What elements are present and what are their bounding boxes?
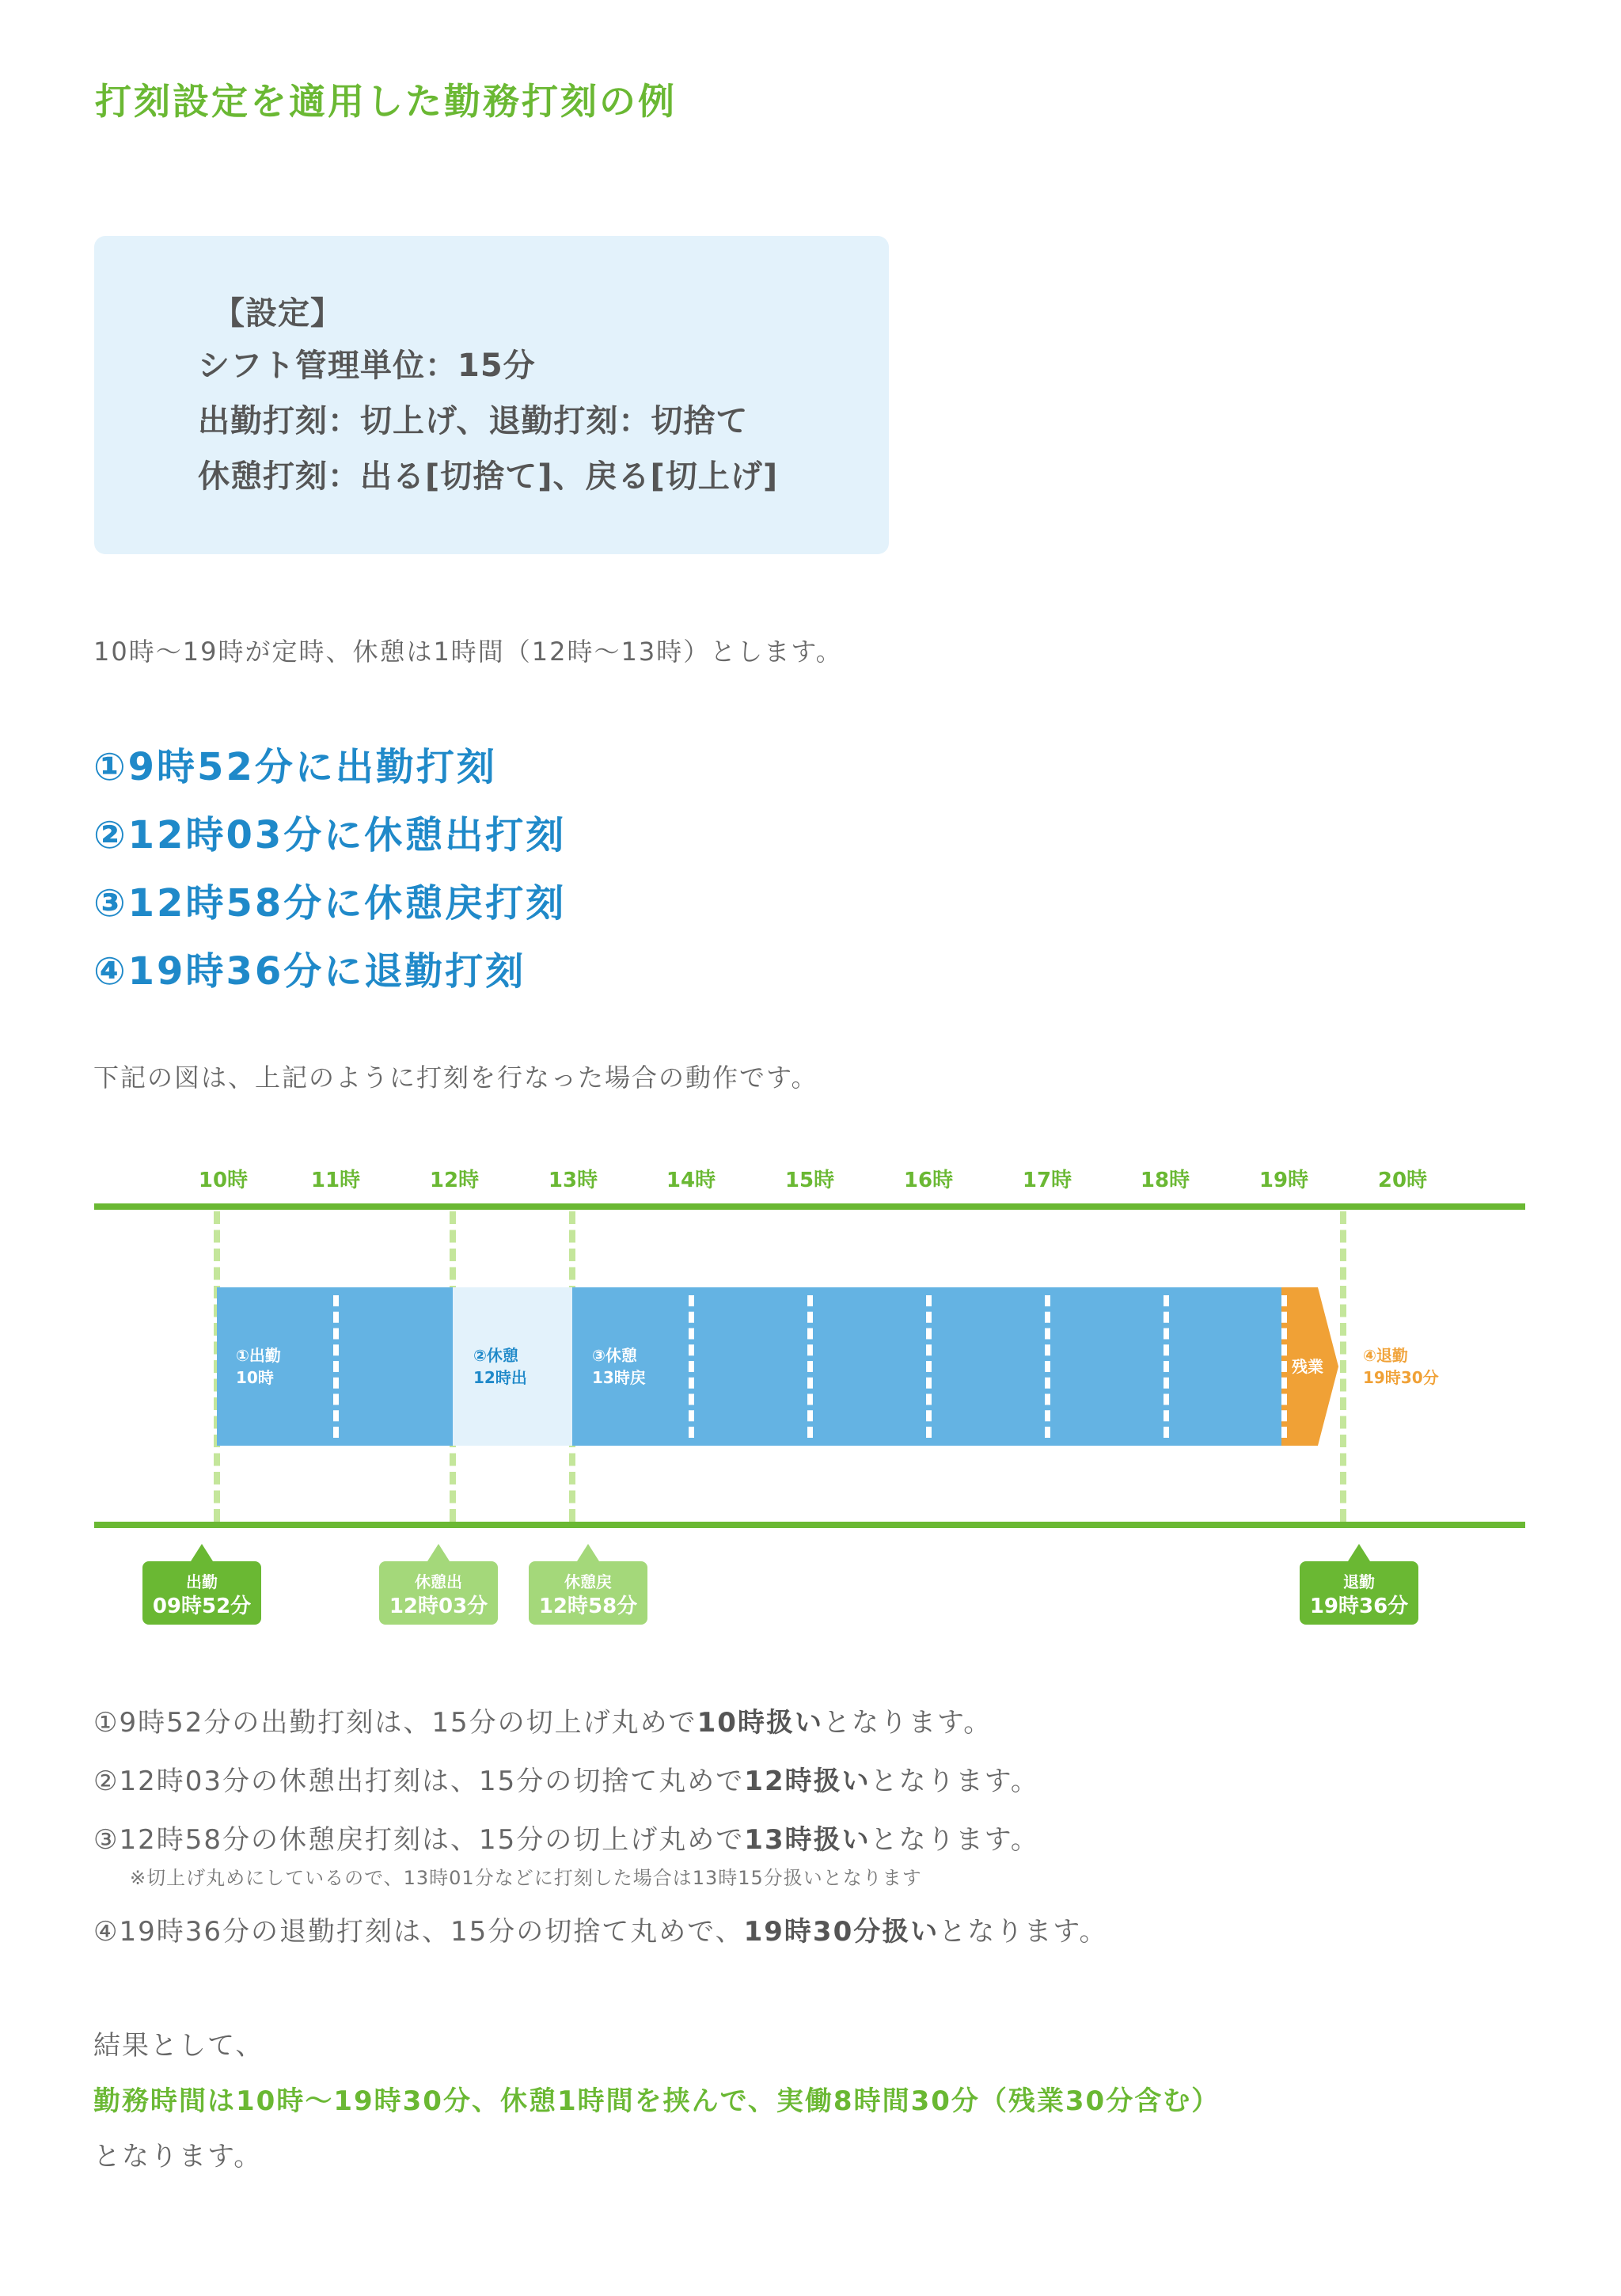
rounding-note: ※切上げ丸めにしているので、13時01分などに打刻した場合は13時15分扱いとなります <box>130 1867 922 1889</box>
explanation-break-out: ②12時03分の休憩出打刻は、15分の切捨て丸めで12時扱いとなります。 <box>93 1766 1039 1797</box>
bar-label-start: ①出勤 10時 <box>236 1346 281 1387</box>
explanation-clock-in: ①9時52分の出勤打刻は、15分の切上げ丸めで10時扱いとなります。 <box>93 1707 993 1739</box>
timeline-top-line <box>94 1203 1525 1210</box>
step-break-out: ②12時03分に休憩出打刻 <box>93 813 567 857</box>
result-summary: 勤務時間は10時〜19時30分、休憩1時間を挟んで、実働8時間30分（残業30分含む） <box>93 2085 1220 2117</box>
schedule-text: 10時〜19時が定時、休憩は1時間（12時〜13時）とします。 <box>93 637 843 667</box>
hour-separator <box>807 1295 813 1438</box>
marker-clock-out <box>1340 1211 1346 1522</box>
bar-label-break-in: ③休憩 13時戻 <box>592 1346 646 1387</box>
callout-break-out: 休憩出 12時03分 <box>379 1561 498 1625</box>
bar-label-overtime: 残業 <box>1292 1357 1323 1376</box>
hour-separator <box>1281 1295 1287 1438</box>
result-intro: 結果として、 <box>93 2030 264 2062</box>
bar-label-end: ④退勤 19時30分 <box>1363 1346 1439 1387</box>
page-title: 打刻設定を適用した勤務打刻の例 <box>95 80 677 123</box>
hour-tick-15: 15時 <box>784 1169 835 1192</box>
hour-tick-10: 10時 <box>198 1169 249 1192</box>
hour-separator <box>689 1295 694 1438</box>
hour-separator <box>333 1295 339 1438</box>
settings-line: 出勤打刻：切上げ、退勤打刻：切捨て <box>198 403 749 439</box>
step-break-in: ③12時58分に休憩戻打刻 <box>93 881 567 926</box>
hour-separator <box>1164 1295 1169 1438</box>
settings-line: シフト管理単位：15分 <box>198 348 536 384</box>
result-outro: となります。 <box>93 2141 263 2172</box>
callout-clock-in: 出勤 09時52分 <box>142 1561 261 1625</box>
hour-tick-19: 19時 <box>1258 1169 1309 1192</box>
callout-pointer <box>427 1544 450 1561</box>
explanation-break-in: ③12時58分の休憩戻打刻は、15分の切上げ丸めで13時扱いとなります。 <box>93 1824 1039 1856</box>
hour-tick-16: 16時 <box>903 1169 954 1192</box>
hour-tick-20: 20時 <box>1377 1169 1428 1192</box>
hour-tick-13: 13時 <box>548 1169 598 1192</box>
hour-tick-12: 12時 <box>429 1169 480 1192</box>
callout-pointer <box>191 1544 213 1561</box>
hour-tick-17: 17時 <box>1022 1169 1072 1192</box>
callout-break-in: 休憩戻 12時58分 <box>529 1561 647 1625</box>
step-clock-in: ①9時52分に出勤打刻 <box>93 745 497 789</box>
hour-tick-18: 18時 <box>1140 1169 1190 1192</box>
callout-pointer <box>577 1544 599 1561</box>
settings-heading: 【設定】 <box>213 295 343 332</box>
timeline-bottom-line <box>94 1522 1525 1528</box>
callout-clock-out: 退勤 19時36分 <box>1300 1561 1418 1625</box>
hour-separator <box>1045 1295 1050 1438</box>
settings-line: 休憩打刻：出る[切捨て]、戻る[切上げ] <box>198 458 779 495</box>
explanation-clock-out: ④19時36分の退勤打刻は、15分の切捨て丸めで、19時30分扱いとなります。 <box>93 1916 1108 1948</box>
diagram-intro: 下記の図は、上記のように打刻を行なった場合の動作です。 <box>93 1062 818 1093</box>
settings-box <box>94 236 889 554</box>
hour-tick-14: 14時 <box>666 1169 716 1192</box>
hour-separator <box>926 1295 932 1438</box>
bar-label-break-out: ②休憩 12時出 <box>473 1346 527 1387</box>
hour-tick-11: 11時 <box>310 1169 361 1192</box>
step-clock-out: ④19時36分に退勤打刻 <box>93 949 526 994</box>
callout-pointer <box>1348 1544 1370 1561</box>
